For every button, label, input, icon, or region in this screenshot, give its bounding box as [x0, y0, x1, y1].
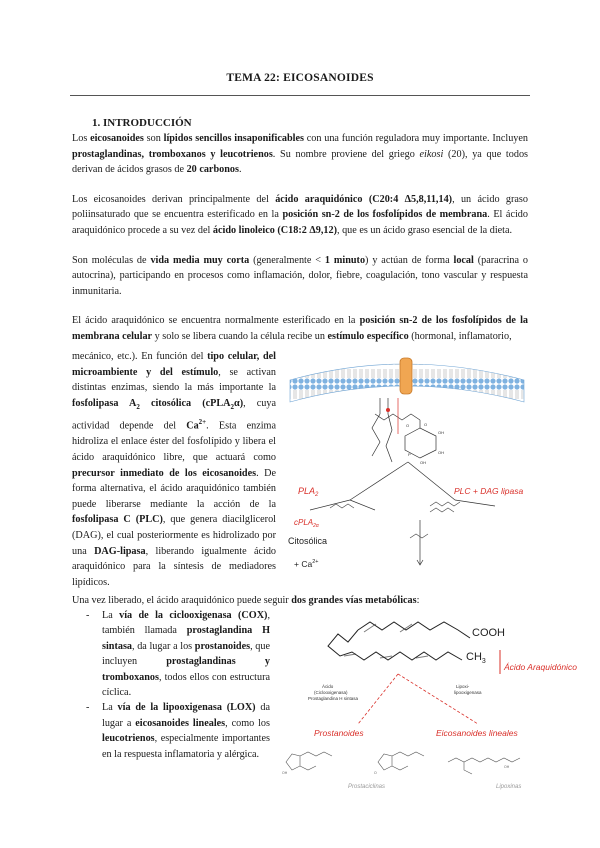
- svg-text:O: O: [424, 422, 428, 427]
- list-item: - La vía de la lipooxigenasa (LOX) da lugar a eicosanoides lineales, como los leucotrienos, especialmente importantes en la respuesta inflamatoria y alérgica.: [86, 702, 270, 760]
- svg-text:Ácido: Ácido: [322, 684, 334, 689]
- product-structures: [286, 752, 520, 774]
- svg-text:OH: OH: [438, 430, 444, 435]
- paragraph-5: Una vez liberado, el ácido araquidónico puede seguir dos grandes vías metabólicas:: [72, 595, 420, 606]
- svg-text:(Ciclooxigenasa): (Ciclooxigenasa): [314, 690, 348, 695]
- calcium-label: + $Ca^{2+}$: [294, 559, 319, 569]
- arachidonic-acid-label: Ácido Araquidónico: [504, 662, 577, 672]
- phospholipase-figure: [280, 350, 538, 578]
- structure-atom-labels: [406, 422, 444, 465]
- page-title: TEMA 22: EICOSANOIDES: [226, 72, 374, 84]
- lipoxinas-label: Lipoxinas: [496, 784, 522, 790]
- list-item: - La vía de la ciclooxigenasa (COX), también llamada prostaglandina H sintasa, da lugar a los prostanoides, que incluyen prostaglandinas y tromboxanos, todos ellos con estructura cíclica.: [86, 610, 271, 699]
- phospholipid-structure: [372, 398, 436, 462]
- intro-text: [72, 131, 528, 345]
- prostaciclinas-label: Prostaciclinas: [348, 784, 386, 790]
- svg-text:P: P: [408, 452, 411, 457]
- cooh-label: COOH: [472, 627, 505, 639]
- svg-text:Prostaglandina H sintasa: Prostaglandina H sintasa: [308, 696, 359, 701]
- cpla2-label: cPLA$_{2\alpha}$: [294, 518, 319, 529]
- pla2-label: $PLA_2$: [298, 486, 319, 498]
- citosolica-label: Citosólica: [288, 536, 328, 546]
- paragraph-4-continued: mecánico, etc.). En función del tipo celular, del microambiente y del estímulo, se activan distintas enzimas, siendo la más importante la fosfolipasa $A_2$ citosólica (cPLA$_2$α), cuya actividad depende del $Ca^{2+}$. Esta enzima hidroliza el enlace éster del fosfolípido y libera el ácido araquidónico libre, que actuará como precursor inmediato de los eicosanoides. De forma alternativa, el ácido araquidónico también puede liberarse mediante la acción de la fosfolipasa C (PLC), que genera diacilglicerol (DAG), el cual posteriormente es hidrolizado por una DAG-lipasa, liberando igualmente ácido araquidónico para la síntesis de mediadores lipídicos.: [72, 351, 277, 588]
- left-column-text: [72, 349, 276, 590]
- membrane-channel: [400, 358, 412, 394]
- plc-dag-lipase-label: PLC + DAG lipasa: [454, 486, 524, 496]
- pathways-intro: [72, 593, 528, 609]
- svg-text:OH: OH: [282, 771, 288, 775]
- cox-arrow: [358, 674, 398, 724]
- section-heading: 1. INTRODUCCIÓN: [92, 117, 192, 129]
- product-small-labels: [282, 765, 510, 775]
- enzyme-labels: [308, 683, 482, 701]
- svg-text:O: O: [374, 771, 377, 775]
- arachidonic-acid-structure: [328, 622, 470, 660]
- lox-arrow: [398, 674, 478, 724]
- svg-text:OH: OH: [438, 450, 444, 455]
- paragraph-3: Son moléculas de vida media muy corta (generalmente < 1 minuto) y actúan de forma local (paracrina o autocrina), participando en procesos como inflamación, dolor, fiebre, coagulación, tono vascular y respuesta inmunitaria.: [72, 254, 529, 297]
- pathway-list: [72, 608, 270, 762]
- pathway-lines: [310, 462, 495, 565]
- arachidonic-pathway-figure: [278, 612, 577, 796]
- eicosanoides-lineales-label: Eicosanoides lineales: [436, 728, 518, 738]
- ch3-label: $CH_3$: [466, 651, 486, 665]
- svg-text:lipooxigenasa: lipooxigenasa: [454, 690, 482, 695]
- svg-text:Lipoxi-: Lipoxi-: [456, 684, 470, 689]
- title-divider: [70, 95, 530, 96]
- svg-text:O: O: [406, 423, 410, 428]
- paragraph-2: Los eicosanoides derivan principalmente del ácido araquidónico (C20:4 Δ5,8,11,14), un ácido graso poliinsaturado que se encuentra esterificado en la posición sn-2 de los fosfolípidos de membrana. El ácido araquidónico procede a su vez del ácido linoleico (C18:2 Δ9,12), que es un ácido graso esencial de la dieta.: [72, 193, 528, 236]
- intermediate-molecules: [330, 502, 460, 538]
- prostanoides-label: Prostanoides: [314, 728, 364, 738]
- svg-text:OH: OH: [504, 765, 510, 769]
- paragraph-1: Los eicosanoides son lípidos sencillos insaponificables con una función reguladora muy importante. Incluyen prostaglandinas, tromboxanos y leucotrienos. Su nombre proviene del griego eikosi (20), ya que todos derivan de ácidos grasos de 20 carbonos.: [72, 133, 529, 176]
- svg-text:OH: OH: [420, 460, 426, 465]
- paragraph-4: El ácido araquidónico se encuentra normalmente esterificado en la posición sn-2 de los fosfolípidos de la membrana celular y solo se libera cuando la célula recibe un estímulo específico (hormonal, inflamatorio,: [72, 315, 528, 342]
